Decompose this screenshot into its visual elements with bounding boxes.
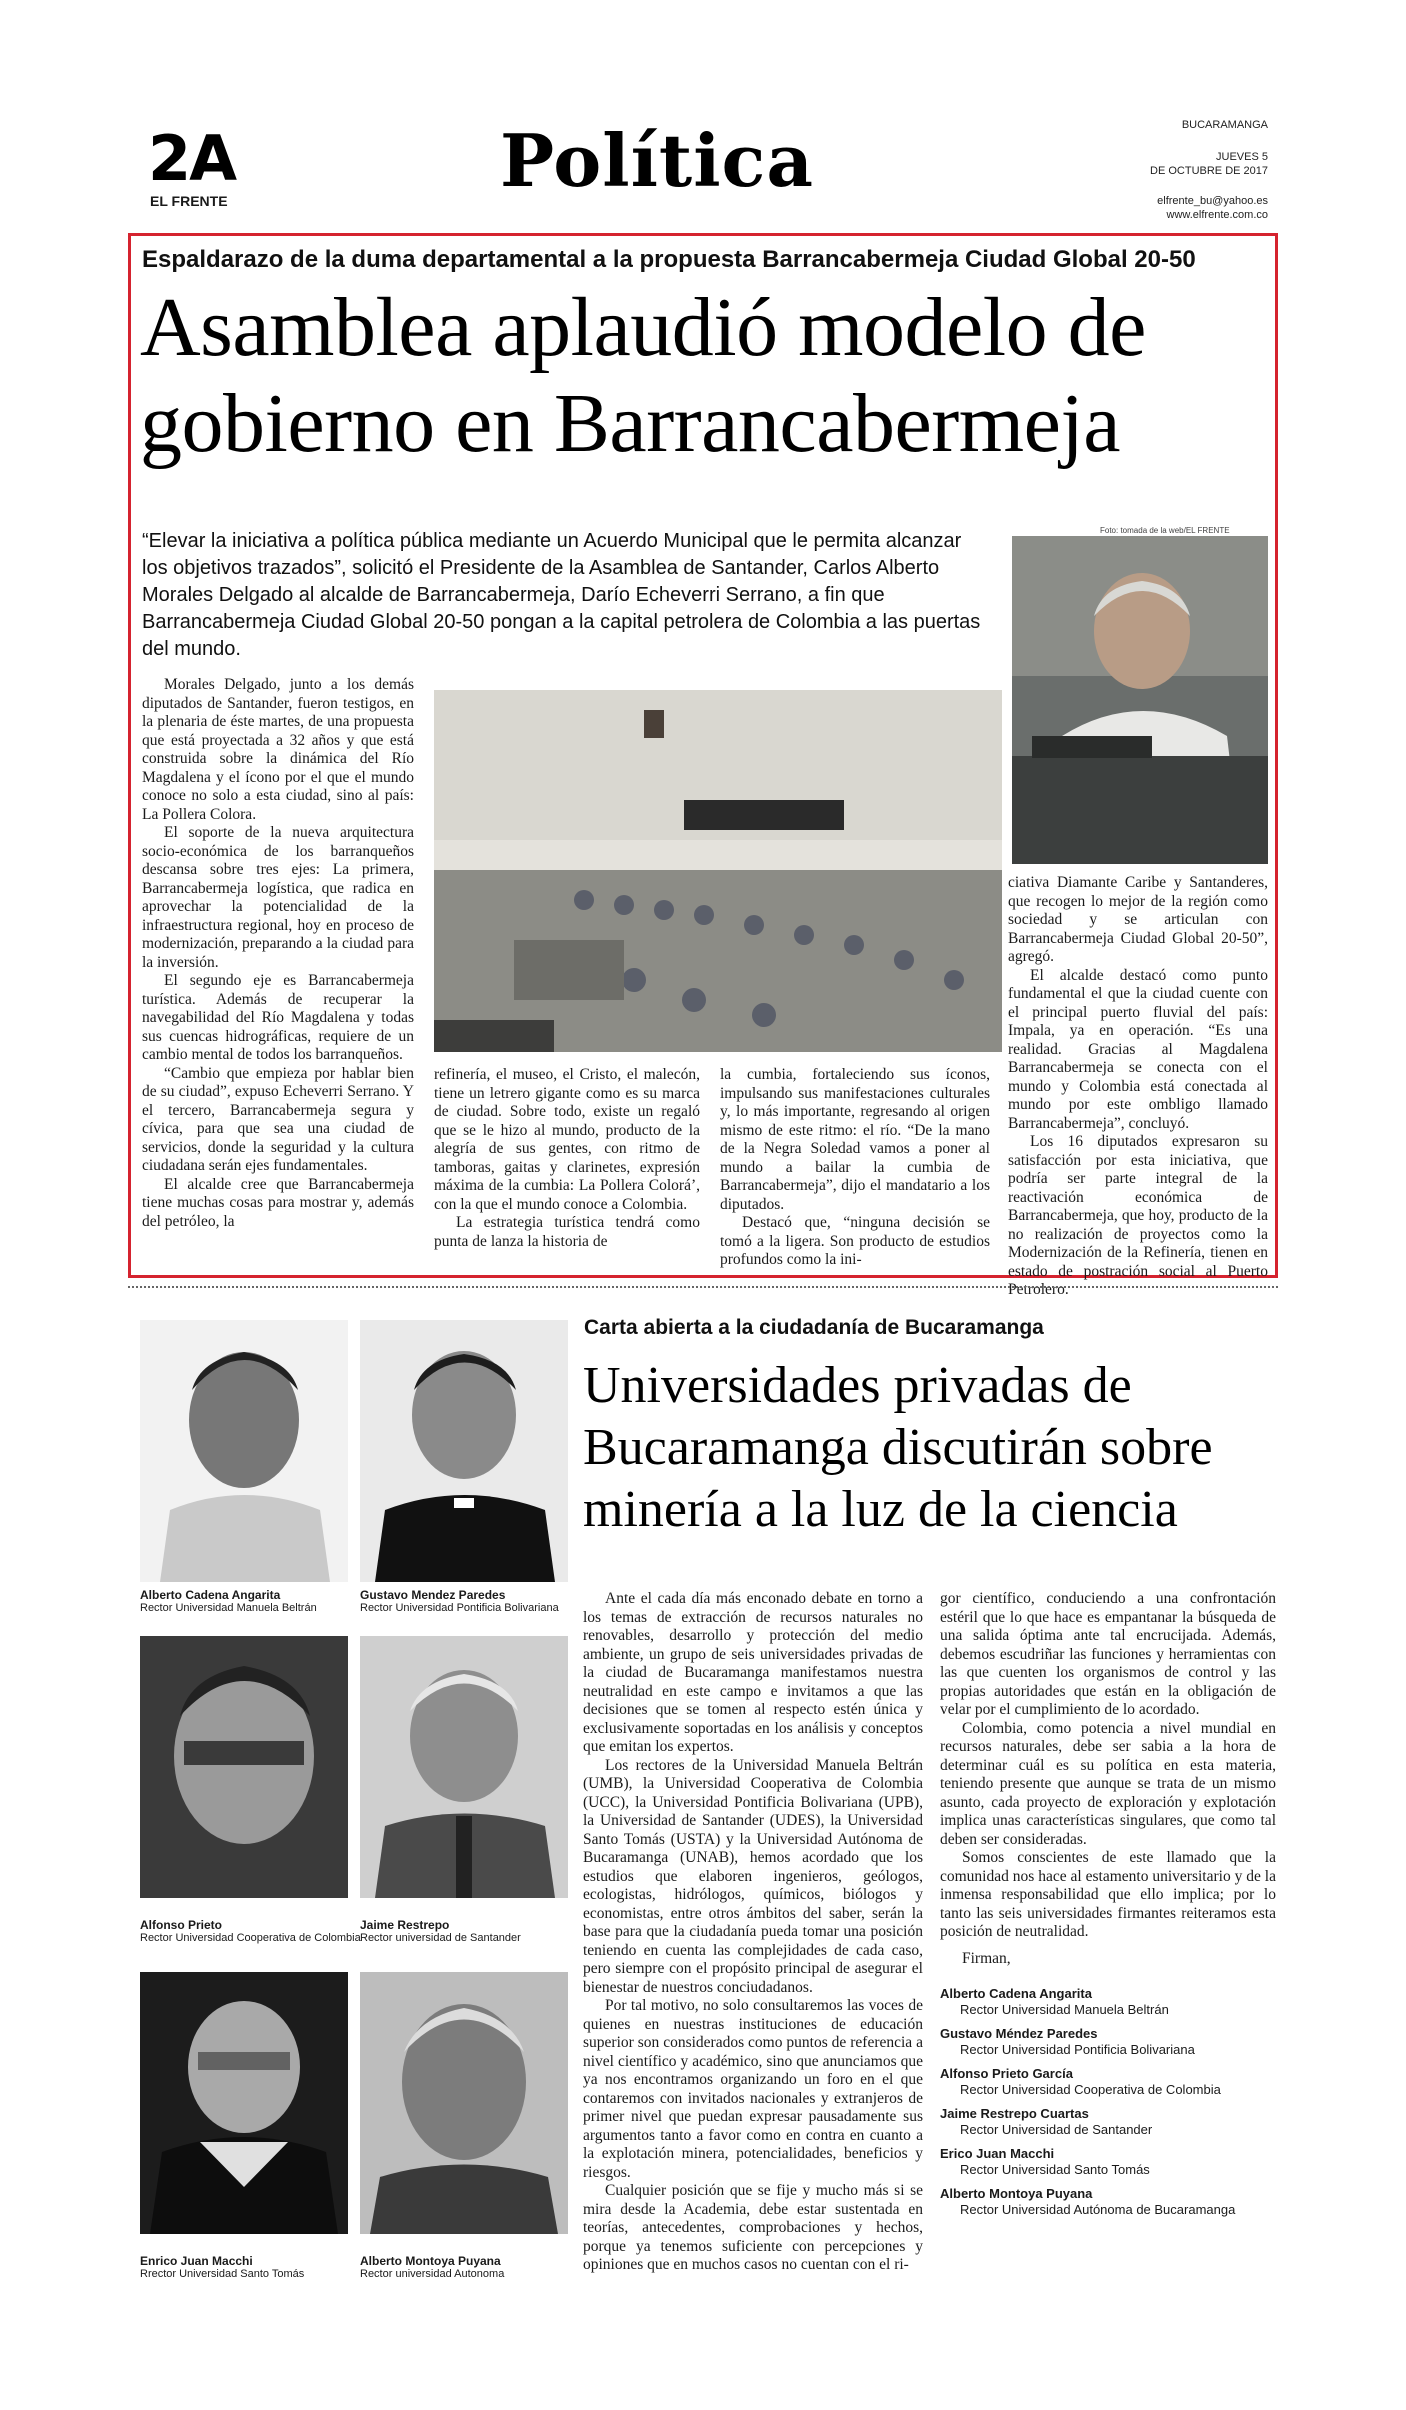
article1-column-3: la cumbia, fortaleciendo sus íconos, impulsando sus manifestaciones culturales y, lo más importante, regresando al origen mismo de este ritmo: el río. “De la mano de la Negra Soledad vamos a poner al mundo a bailar la cumbia de Barrancabermeja”, dijo el mandatario a los diputados. Destacó que, “ninguna decisión se tomó a la ligera. Son producto de estudios profundos como la ini- (720, 1066, 990, 1268)
portrait-name-1: Alberto Cadena Angarita (140, 1588, 281, 1602)
article1-headline-line2: gobierno en Barrancabermeja (140, 377, 1120, 470)
article1-lead: “Elevar la iniciativa a política pública mediante un Acuerdo Municipal que le permita alcanzar los objetivos trazados”, solicitó el Presidente de la Asamblea de Santander, Carlos Alberto Morales Delgado al alcalde de Barrancabermeja, Darío Echeverri Serrano, a fin que Barrancabermeja Ciudad Global 20-50 pongan a la capital petrolera de Colombia a las puertas del mundo. (142, 530, 981, 660)
article2-headline: Universidades privadas de Bucaramanga discutirán sobre minería a la luz de la ciencia (583, 1357, 1213, 1538)
signature-list (940, 1986, 1276, 2226)
portrait-alfonso-prieto (140, 1636, 348, 1898)
signature-item: Jaime Restrepo Cuartas Rector Universidad de Santander (940, 2106, 1153, 2137)
portrait-gustavo-mendez (360, 1320, 568, 1582)
article1-column-1: Morales Delgado, junto a los demás diputados de Santander, fueron testigos, en la plenaria de éste martes, de una propuesta que está proyectada a 32 años y que está construida sobre la dinámica del Río Magdalena y el ícono por el que el mundo conoce no solo a esta ciudad, sino al país: La Pollera Colora. El soporte de la nueva arquitectura socio-económica de los barranqueños descansa sobre tres ejes: La primera, Barrancabermeja logística, que radica en aprovechar la potencialidad de la infraestructura regional, hoy en proceso de modernización, preparando a la ciudad para la inversión. El segundo eje es Barrancabermeja turística. Además de recuperar la navegabilidad del Río Magdalena y todas sus cuencas hidrográficas, requiere de un cambio mental de todos los barranqueños. “Cambio que empieza por hablar bien de su ciudad”, expuso Echeverri Serrano. Y el tercero, Barrancabermeja segura y cívica, para que sea una ciudad de servicios, donde la seguridad y la cultura ciudadana serán ejes fundamentales. El alcalde cree que Barrancabermeja tiene muchas cosas para mostrar y, además del petróleo, la (142, 676, 414, 1230)
weekday-label: JUEVES 5 (1216, 151, 1268, 163)
page-number: 2A (148, 122, 236, 195)
city-label: BUCARAMANGA (1181, 119, 1268, 131)
email-link[interactable]: elfrente_bu@yahoo.es (1157, 195, 1268, 207)
portrait-enrico-macchi (140, 1972, 348, 2234)
portrait-name-5: Enrico Juan Macchi (140, 2254, 253, 2268)
date-label: DE OCTUBRE DE 2017 (1150, 165, 1268, 177)
section-divider (128, 1286, 1278, 1288)
signature-item: Alberto Montoya Puyana Rector Universidad Autónoma de Bucaramanga (940, 2186, 1236, 2217)
article1-column-2: refinería, el museo, el Cristo, el malecón, tiene un letrero gigante como es su marca de ciudad. Sobre todo, existe un regaló que se le hizo al mundo, producto de la alegría de sus gentes, con ritmo de tamboras, gaitas y clarinetes, expresión máxima de la cumbia: La Pollera Colorá’, con la que el mundo conoce a Colombia. La estrategia turística tendrá como punta de lanza la historia de (434, 1066, 700, 1250)
article1-headline (140, 280, 1270, 472)
article2-column-1: Ante el cada día más enconado debate en torno a los temas de extracción de recursos naturales no renovables, desarrollo y protección del medio ambiente, un grupo de seis universidades privadas de la ciudad de Bucaramanga manifestamos nuestra neutralidad en este campo e invitamos a que las decisiones que se tomen al respecto estén única y exclusivamente soportadas en los análisis y conceptos que emitan los expertos. Los rectores de la Universidad Manuela Beltrán (UMB), la Universidad Cooperativa de Colombia (UCC), la Universidad Pontificia Bolivariana (UPB), la Universidad de Santander (UDES), la Universidad Santo Tomás (USTA) y la Universidad Autónoma de Bucaramanga (UNAB), hemos acordado que los estudios que elaboren ingenieros, geólogos, ecologistas, hidrólogos, químicos, biólogos y economistas, entre otros ámbitos del saber, serán la base para que la ciudadanía pueda tomar una posición teniendo en cuenta las complejidades de cada caso, pero siempre con el propósito principal de asegurar el bienestar de nuestros conciudadanos. Por tal motivo, no solo consultaremos las voces de quienes en nuestras instituciones de educación superior son considerados como puntos de referencia a nivel científico y académico, sino que anunciamos que ya nos encontramos organizando un foro en el que contaremos con invitados nacionales y extranjeros de primer nivel que puedan expresar pausadamente sus argumentos tanto a favor como en contra en cuanto a la explotación minera, potencialidades, beneficios y riesgos. Cualquier posición que se fije y mucho más si se mira desde la Academia, debe estar sustentada en teorías, antecedentes, comprobaciones y hechos, porque ya tenemos suficiente con percepciones y opiniones que en muchos casos no cuentan con el ri- (583, 1590, 923, 2273)
article2-column-2: gor científico, conduciendo a una confrontación estéril que lo que hace es empantanar la búsqueda de una salida óptima ante tal encrucijada. Además, debemos escudriñar las funciones y herramientas con las que cuenten los organismos de control y las propias autoridades que están en la obligación de velar por el cumplimiento de lo acordado. Colombia, como potencia a nivel mundial en recursos naturales, debe ser sabia a la hora de determinar cuál es su política en esta materia, teniendo presente que aunque se trata de un mismo asunto, cada proyecto de exploración y explotación implica unas características singulares, que como tal deben ser consideradas. Somos conscientes de este llamado que la comunidad nos hace al estamento universitario y de la inmensa responsabilidad que ello implica; por lo tanto las seis universidades firmantes reiteramos esta posición de neutralidad. (940, 1590, 1276, 1940)
assembly-photo (434, 690, 1002, 1052)
signature-item: Alfonso Prieto García Rector Universidad Cooperativa de Colombia (940, 2066, 1221, 2097)
speaker-photo (1012, 536, 1268, 864)
portrait-role-4: Rector universidad de Santander (360, 1932, 521, 1944)
portrait-role-6: Rector universidad Autonoma (360, 2268, 505, 2280)
portrait-name-3: Alfonso Prieto (140, 1918, 223, 1932)
section-title: Política (500, 118, 815, 203)
portrait-name-6: Alberto Montoya Puyana (360, 2254, 501, 2268)
article1-headline-line1: Asamblea aplaudió modelo de (140, 281, 1146, 374)
paper-name: EL FRENTE (150, 193, 228, 209)
portrait-name-2: Gustavo Mendez Paredes (360, 1588, 506, 1602)
portrait-name-4: Jaime Restrepo (360, 1918, 450, 1932)
portrait-alberto-montoya (360, 1972, 568, 2234)
portrait-role-1: Rector Universidad Manuela Beltrán (140, 1602, 317, 1614)
website-link[interactable]: www.elfrente.com.co (1166, 209, 1268, 221)
article2-kicker: Carta abierta a la ciudadanía de Bucaramanga (584, 1316, 1044, 1339)
portrait-role-5: Rrector Universidad Santo Tomás (140, 2268, 305, 2280)
portrait-jaime-restrepo (360, 1636, 568, 1898)
signature-item: Alberto Cadena Angarita Rector Universidad Manuela Beltrán (940, 1986, 1169, 2017)
article1-kicker: Espaldarazo de la duma departamental a la propuesta Barrancabermeja Ciudad Global 20-50 (142, 246, 1196, 273)
signoff-label: Firman, (962, 1950, 1011, 1967)
photo-credit: Foto: tomada de la web/EL FRENTE (1100, 526, 1230, 535)
portrait-role-2: Rector Universidad Pontificia Bolivariana (360, 1602, 559, 1614)
portrait-alberto-cadena (140, 1320, 348, 1582)
signature-item: Erico Juan Macchi Rector Universidad Santo Tomás (940, 2146, 1150, 2177)
signature-item: Gustavo Méndez Paredes Rector Universidad Pontificia Bolivariana (940, 2026, 1195, 2057)
article1-column-4: ciativa Diamante Caribe y Santanderes, que recogen lo mejor de la región como sociedad y se articulan con Barrancabermeja Ciudad Global 20-50”, agregó. El alcalde destacó como punto fundamental el que la ciudad cuente con el principal puerto fluvial del país: Impala, ya en operación. “Es una realidad. Gracias al Magdalena Barrancabermeja se conecta con el mundo y Colombia está conectada al mundo por este ombligo llamado Barrancabermeja”, concluyó. Los 16 diputados expresaron su satisfacción por esta iniciativa, que podría ser parte integral de la reactivación económica de Barrancabermeja, que hoy, producto de la no realización de proyectos como la Modernización de la Refinería, tienen en estado de postración social al Puerto Petrolero. (1008, 874, 1268, 1298)
portrait-role-3: Rector Universidad Cooperativa de Colombia (140, 1932, 361, 1944)
